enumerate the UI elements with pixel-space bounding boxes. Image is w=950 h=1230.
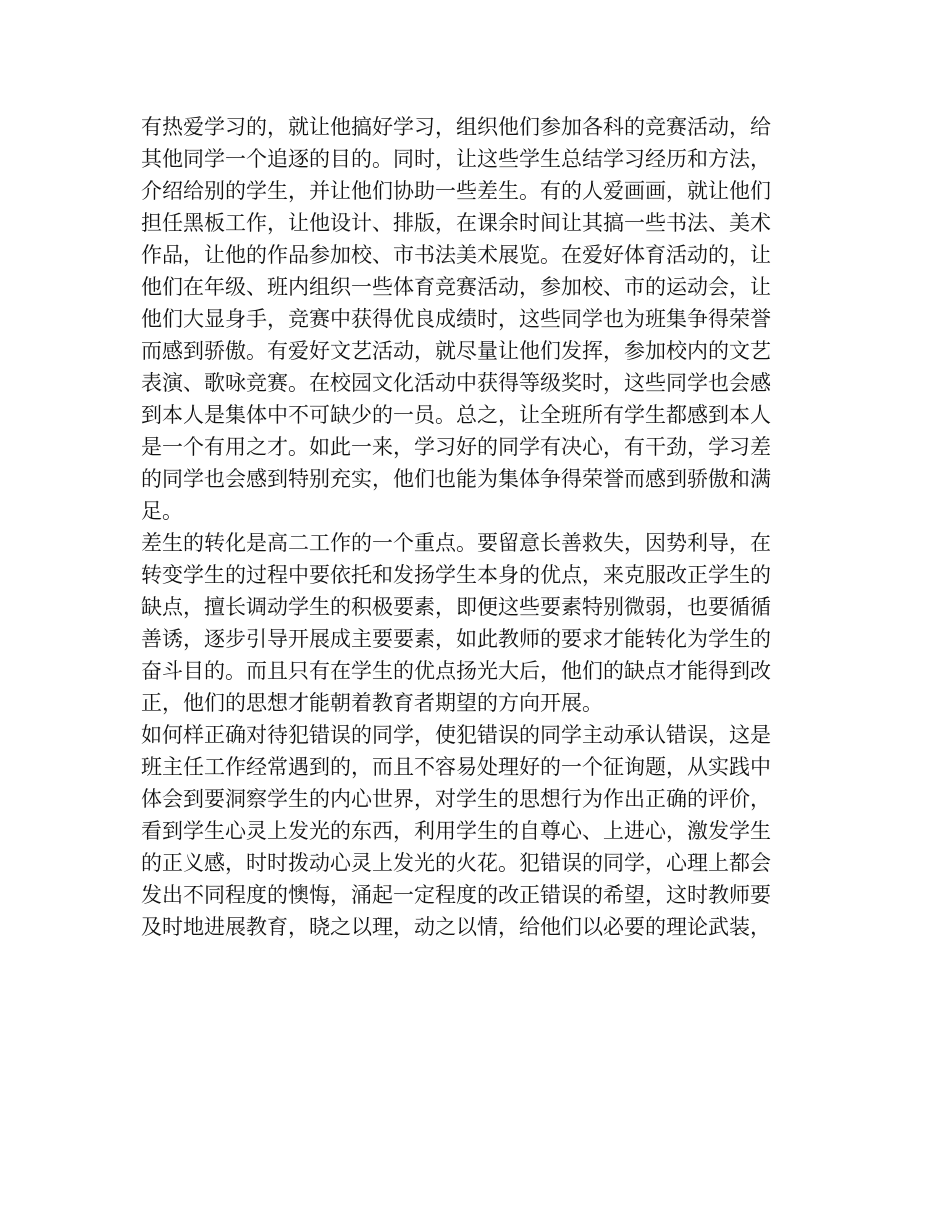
text-line: 他们大显身手，竞赛中获得优良成绩时，这些同学也为班集争得荣誉 bbox=[141, 307, 771, 331]
text-line: 体会到要洞察学生的内心世界，对学生的思想行为作出正确的评价， bbox=[141, 787, 771, 811]
text-line: 有热爱学习的，就让他搞好学习，组织他们参加各科的竞赛活动，给 bbox=[141, 115, 771, 139]
text-line: 而感到骄傲。有爱好文艺活动，就尽量让他们发挥，参加校内的文艺 bbox=[141, 339, 771, 363]
text-line: 差生的转化是高二工作的一个重点。要留意长善救失，因势利导，在 bbox=[141, 531, 771, 555]
body-text bbox=[141, 111, 813, 943]
text-line: 到本人是集体中不可缺少的一员。总之，让全班所有学生都感到本人 bbox=[141, 403, 771, 427]
text-line: 奋斗目的。而且只有在学生的优点扬光大后，他们的缺点才能得到改 bbox=[141, 659, 771, 683]
text-line: 善诱，逐步引导开展成主要要素，如此教师的要求才能转化为学生的 bbox=[141, 627, 771, 651]
text-line: 如何样正确对待犯错误的同学，使犯错误的同学主动承认错误，这是 bbox=[141, 723, 771, 747]
text-line: 其他同学一个追逐的目的。同时，让这些学生总结学习经历和方法， bbox=[141, 147, 771, 171]
text-line: 的同学也会感到特别充实，他们也能为集体争得荣誉而感到骄傲和满 bbox=[141, 467, 771, 491]
text-line: 及时地进展教育，晓之以理，动之以情，给他们以必要的理论武装， bbox=[141, 915, 771, 939]
text-line: 担任黑板工作，让他设计、排版，在课余时间让其搞一些书法、美术 bbox=[141, 211, 771, 235]
text-line: 缺点，擅长调动学生的积极要素，即便这些要素特别微弱，也要循循 bbox=[141, 595, 771, 619]
text-line: 的正义感，时时拨动心灵上发光的火花。犯错误的同学，心理上都会 bbox=[141, 851, 771, 875]
text-line: 是一个有用之才。如此一来，学习好的同学有决心，有干劲，学习差 bbox=[141, 435, 771, 459]
text-line: 正，他们的思想才能朝着教育者期望的方向开展。 bbox=[141, 691, 603, 715]
text-line: 作品，让他的作品参加校、市书法美术展览。在爱好体育活动的，让 bbox=[141, 243, 771, 267]
text-line: 看到学生心灵上发光的东西，利用学生的自尊心、上进心，激发学生 bbox=[141, 819, 771, 843]
text-line: 足。 bbox=[141, 499, 183, 523]
text-line: 班主任工作经常遇到的，而且不容易处理好的一个征询题，从实践中 bbox=[141, 755, 771, 779]
text-line: 表演、歌咏竞赛。在校园文化活动中获得等级奖时，这些同学也会感 bbox=[141, 371, 771, 395]
text-line: 他们在年级、班内组织一些体育竞赛活动，参加校、市的运动会，让 bbox=[141, 275, 771, 299]
text-line: 介绍给别的学生，并让他们协助一些差生。有的人爱画画，就让他们 bbox=[141, 179, 771, 203]
text-line: 转变学生的过程中要依托和发扬学生本身的优点，来克服改正学生的 bbox=[141, 563, 771, 587]
text-line: 发出不同程度的懊悔，涌起一定程度的改正错误的希望，这时教师要 bbox=[141, 883, 771, 907]
